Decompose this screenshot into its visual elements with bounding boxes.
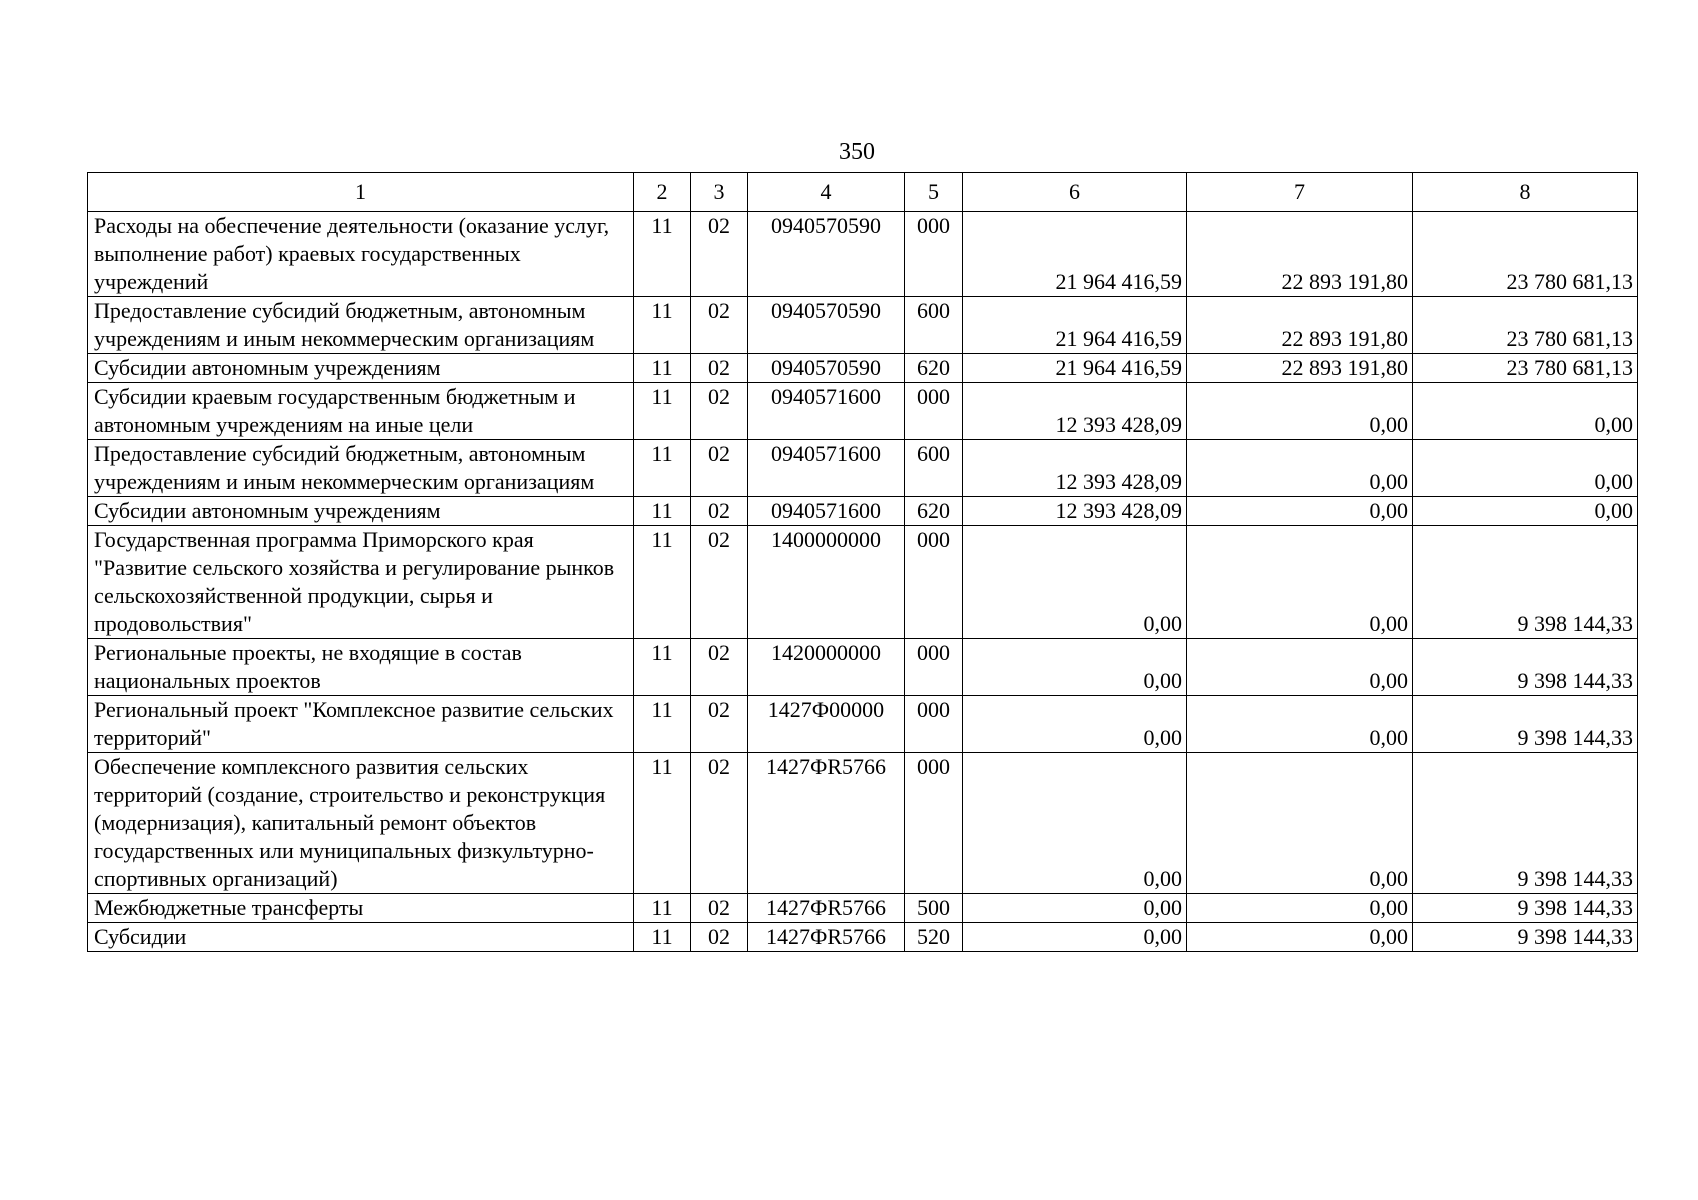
row-expense-type: 000 bbox=[905, 696, 963, 753]
table-row bbox=[88, 440, 1638, 497]
row-amount-year-1: 0,00 bbox=[963, 753, 1187, 894]
row-target-article: 0940570590 bbox=[748, 212, 905, 297]
row-expense-type: 620 bbox=[905, 497, 963, 526]
row-section: 11 bbox=[634, 297, 691, 354]
row-amount-year-1: 12 393 428,09 bbox=[963, 497, 1187, 526]
row-amount-year-1: 12 393 428,09 bbox=[963, 440, 1187, 497]
row-amount-year-3: 9 398 144,33 bbox=[1413, 526, 1638, 639]
row-target-article: 1400000000 bbox=[748, 526, 905, 639]
row-amount-year-1: 0,00 bbox=[963, 639, 1187, 696]
row-section: 11 bbox=[634, 383, 691, 440]
row-subsection: 02 bbox=[691, 497, 748, 526]
row-amount-year-3: 0,00 bbox=[1413, 440, 1638, 497]
table-row bbox=[88, 894, 1638, 923]
header-col-1: 1 bbox=[88, 173, 634, 212]
row-section: 11 bbox=[634, 923, 691, 952]
row-name: Субсидии bbox=[88, 923, 634, 952]
row-name: Государственная программа Приморского края "Развитие сельского хозяйства и регулирование рынков сельскохозяйственной продукции, сырья и продовольствия" bbox=[88, 526, 634, 639]
table-row bbox=[88, 297, 1638, 354]
row-amount-year-1: 21 964 416,59 bbox=[963, 212, 1187, 297]
row-target-article: 0940571600 bbox=[748, 383, 905, 440]
table-row bbox=[88, 497, 1638, 526]
row-amount-year-1: 0,00 bbox=[963, 894, 1187, 923]
row-name: Региональные проекты, не входящие в состав национальных проектов bbox=[88, 639, 634, 696]
row-subsection: 02 bbox=[691, 894, 748, 923]
row-amount-year-3: 9 398 144,33 bbox=[1413, 894, 1638, 923]
row-amount-year-1: 21 964 416,59 bbox=[963, 297, 1187, 354]
row-name: Расходы на обеспечение деятельности (оказание услуг, выполнение работ) краевых государственных учреждений bbox=[88, 212, 634, 297]
row-amount-year-2: 0,00 bbox=[1187, 497, 1413, 526]
header-col-3: 3 bbox=[691, 173, 748, 212]
row-name: Субсидии автономным учреждениям bbox=[88, 354, 634, 383]
row-section: 11 bbox=[634, 440, 691, 497]
row-amount-year-1: 0,00 bbox=[963, 526, 1187, 639]
row-section: 11 bbox=[634, 212, 691, 297]
row-target-article: 0940571600 bbox=[748, 497, 905, 526]
row-name: Обеспечение комплексного развития сельских территорий (создание, строительство и реконструкция (модернизация), капитальный ремонт объектов государственных или муниципальных физкультурно-спортивных организаций) bbox=[88, 753, 634, 894]
header-col-8: 8 bbox=[1413, 173, 1638, 212]
row-amount-year-1: 21 964 416,59 bbox=[963, 354, 1187, 383]
row-section: 11 bbox=[634, 526, 691, 639]
table-row bbox=[88, 212, 1638, 297]
row-expense-type: 520 bbox=[905, 923, 963, 952]
row-amount-year-3: 9 398 144,33 bbox=[1413, 923, 1638, 952]
row-name: Предоставление субсидий бюджетным, автономным учреждениям и иным некоммерческим организациям bbox=[88, 297, 634, 354]
row-expense-type: 000 bbox=[905, 383, 963, 440]
row-amount-year-3: 9 398 144,33 bbox=[1413, 696, 1638, 753]
row-expense-type: 600 bbox=[905, 440, 963, 497]
row-amount-year-3: 23 780 681,13 bbox=[1413, 297, 1638, 354]
row-amount-year-2: 0,00 bbox=[1187, 440, 1413, 497]
row-amount-year-3: 9 398 144,33 bbox=[1413, 753, 1638, 894]
page-number: 350 bbox=[839, 139, 875, 165]
table-row bbox=[88, 354, 1638, 383]
row-target-article: 0940571600 bbox=[748, 440, 905, 497]
table-body bbox=[88, 212, 1638, 952]
row-amount-year-1: 12 393 428,09 bbox=[963, 383, 1187, 440]
row-amount-year-2: 0,00 bbox=[1187, 383, 1413, 440]
row-expense-type: 600 bbox=[905, 297, 963, 354]
row-amount-year-2: 0,00 bbox=[1187, 753, 1413, 894]
row-name: Субсидии автономным учреждениям bbox=[88, 497, 634, 526]
table-row bbox=[88, 526, 1638, 639]
row-target-article: 0940570590 bbox=[748, 297, 905, 354]
row-amount-year-2: 0,00 bbox=[1187, 526, 1413, 639]
row-target-article: 1427ФR5766 bbox=[748, 894, 905, 923]
row-amount-year-3: 0,00 bbox=[1413, 497, 1638, 526]
header-col-6: 6 bbox=[963, 173, 1187, 212]
row-section: 11 bbox=[634, 639, 691, 696]
row-target-article: 1427ФR5766 bbox=[748, 753, 905, 894]
row-target-article: 0940570590 bbox=[748, 354, 905, 383]
row-expense-type: 620 bbox=[905, 354, 963, 383]
table-row bbox=[88, 696, 1638, 753]
row-subsection: 02 bbox=[691, 526, 748, 639]
row-amount-year-3: 23 780 681,13 bbox=[1413, 212, 1638, 297]
header-row bbox=[88, 173, 1638, 212]
row-expense-type: 500 bbox=[905, 894, 963, 923]
row-subsection: 02 bbox=[691, 696, 748, 753]
table-row bbox=[88, 753, 1638, 894]
row-name: Предоставление субсидий бюджетным, автономным учреждениям и иным некоммерческим организациям bbox=[88, 440, 634, 497]
row-amount-year-2: 0,00 bbox=[1187, 696, 1413, 753]
row-name: Межбюджетные трансферты bbox=[88, 894, 634, 923]
row-target-article: 1427Ф00000 bbox=[748, 696, 905, 753]
row-amount-year-1: 0,00 bbox=[963, 923, 1187, 952]
row-expense-type: 000 bbox=[905, 526, 963, 639]
row-target-article: 1427ФR5766 bbox=[748, 923, 905, 952]
row-expense-type: 000 bbox=[905, 212, 963, 297]
row-section: 11 bbox=[634, 894, 691, 923]
row-subsection: 02 bbox=[691, 923, 748, 952]
row-subsection: 02 bbox=[691, 297, 748, 354]
header-col-5: 5 bbox=[905, 173, 963, 212]
row-amount-year-2: 22 893 191,80 bbox=[1187, 354, 1413, 383]
row-subsection: 02 bbox=[691, 212, 748, 297]
header-col-4: 4 bbox=[748, 173, 905, 212]
row-subsection: 02 bbox=[691, 383, 748, 440]
row-expense-type: 000 bbox=[905, 639, 963, 696]
row-amount-year-3: 9 398 144,33 bbox=[1413, 639, 1638, 696]
row-section: 11 bbox=[634, 696, 691, 753]
table-row bbox=[88, 639, 1638, 696]
header-col-7: 7 bbox=[1187, 173, 1413, 212]
row-section: 11 bbox=[634, 354, 691, 383]
row-name: Субсидии краевым государственным бюджетным и автономным учреждениям на иные цели bbox=[88, 383, 634, 440]
row-name: Региональный проект "Комплексное развитие сельских территорий" bbox=[88, 696, 634, 753]
row-subsection: 02 bbox=[691, 440, 748, 497]
row-subsection: 02 bbox=[691, 639, 748, 696]
row-amount-year-2: 0,00 bbox=[1187, 923, 1413, 952]
row-amount-year-2: 22 893 191,80 bbox=[1187, 297, 1413, 354]
row-section: 11 bbox=[634, 753, 691, 894]
budget-table bbox=[87, 172, 1638, 952]
table-row bbox=[88, 383, 1638, 440]
table-header bbox=[88, 173, 1638, 212]
row-subsection: 02 bbox=[691, 354, 748, 383]
table-row bbox=[88, 923, 1638, 952]
row-amount-year-2: 0,00 bbox=[1187, 639, 1413, 696]
row-amount-year-2: 0,00 bbox=[1187, 894, 1413, 923]
row-subsection: 02 bbox=[691, 753, 748, 894]
header-col-2: 2 bbox=[634, 173, 691, 212]
row-target-article: 1420000000 bbox=[748, 639, 905, 696]
row-expense-type: 000 bbox=[905, 753, 963, 894]
row-amount-year-3: 0,00 bbox=[1413, 383, 1638, 440]
row-amount-year-3: 23 780 681,13 bbox=[1413, 354, 1638, 383]
row-amount-year-1: 0,00 bbox=[963, 696, 1187, 753]
row-amount-year-2: 22 893 191,80 bbox=[1187, 212, 1413, 297]
row-section: 11 bbox=[634, 497, 691, 526]
